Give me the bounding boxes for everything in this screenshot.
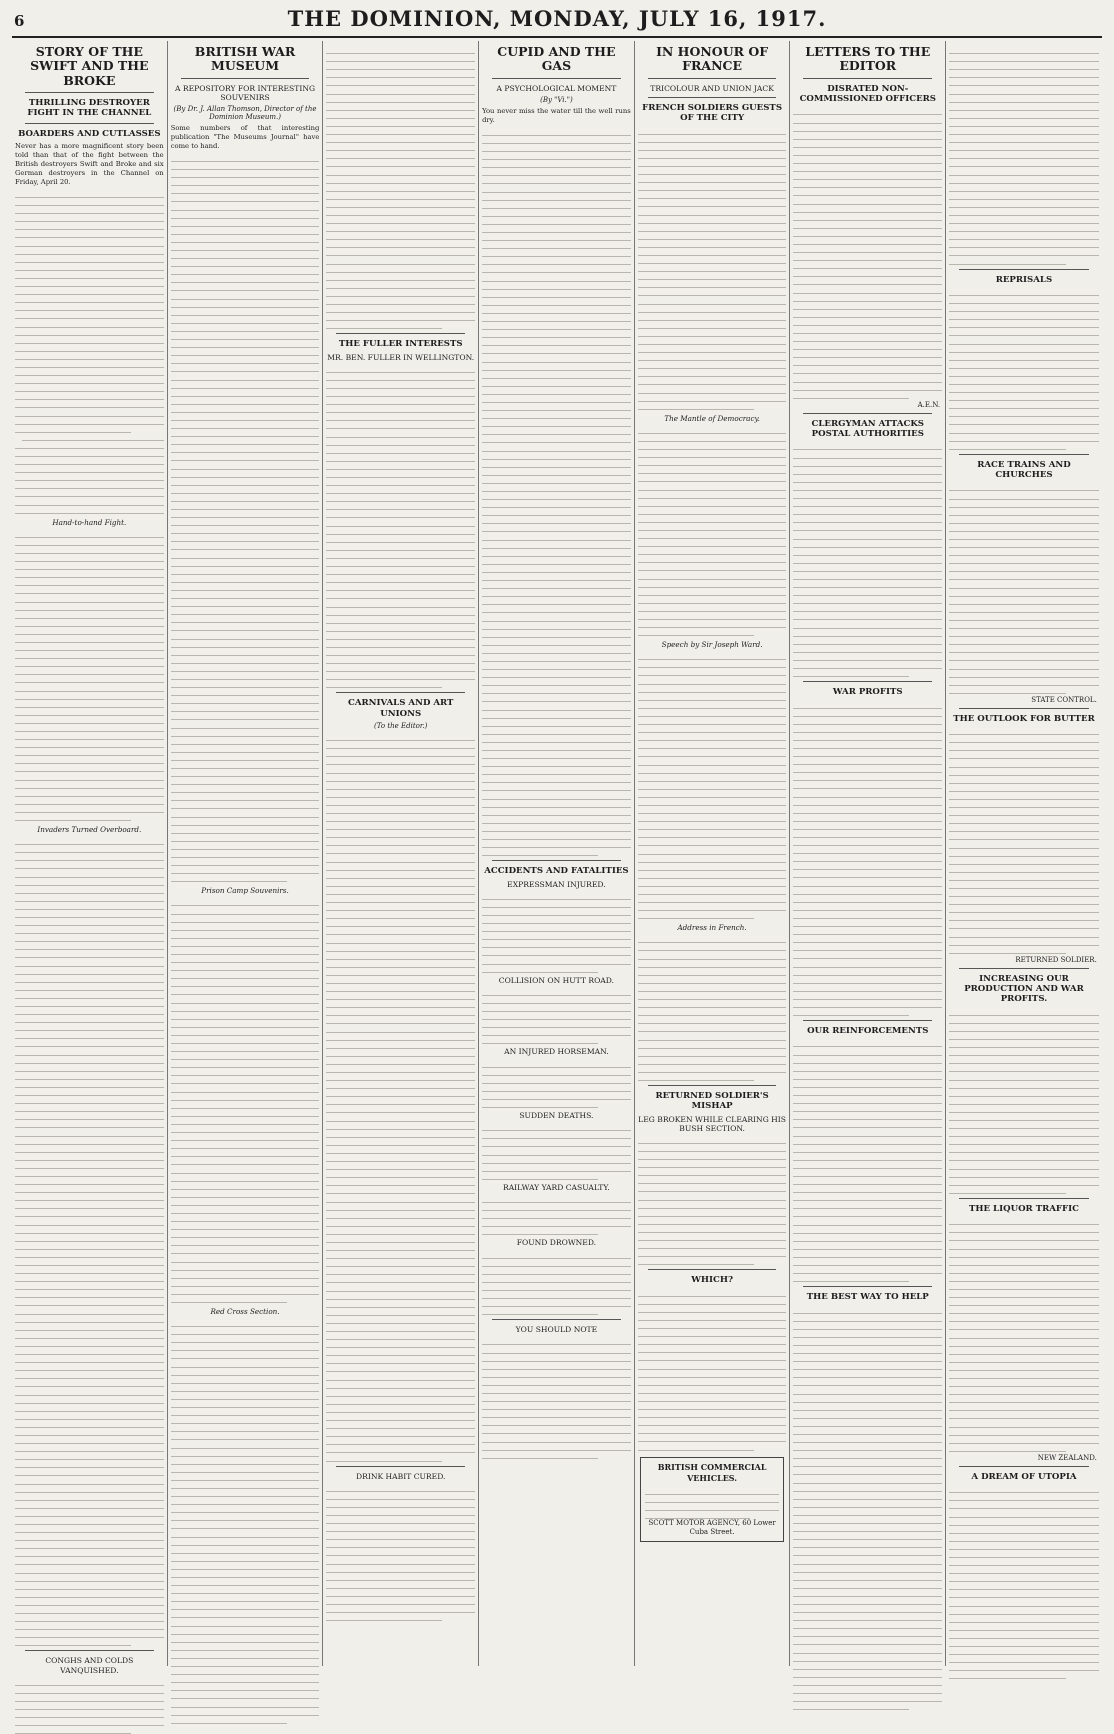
section-heading: A DREAM OF UTOPIA xyxy=(971,1471,1077,1482)
section-heading: Speech by Sir Joseph Ward. xyxy=(661,640,763,650)
letter-text xyxy=(949,1217,1099,1452)
advertisement xyxy=(640,1457,785,1543)
letters-to-editor xyxy=(793,45,942,1710)
headline: CUPID AND THE GAS xyxy=(497,44,616,74)
section-heading: THE OUTLOOK FOR BUTTER xyxy=(953,713,1095,724)
letter-text xyxy=(793,700,942,1016)
section-subheading: FOUND DROWNED. xyxy=(516,1238,597,1248)
article-text xyxy=(482,128,631,856)
letter-text xyxy=(949,727,1099,954)
headline: LETTERS TO THE EDITOR xyxy=(805,44,931,74)
advertisement-heading: DRINK HABIT CURED. xyxy=(356,1471,446,1481)
letter-text xyxy=(793,107,942,398)
deck: TRICOLOUR AND UNION JACK xyxy=(650,83,774,93)
article-text xyxy=(638,652,787,919)
section-heading: Address in French. xyxy=(677,923,747,933)
advertiser-name: SCOTT MOTOR AGENCY, 60 Lower Cuba Street. xyxy=(648,1519,776,1537)
section-heading: Invaders Turned Overboard. xyxy=(37,825,142,835)
section-heading: FRENCH SOLDIERS GUESTS OF THE CITY xyxy=(642,102,783,124)
section-heading: Hand-to-hand Fight. xyxy=(52,517,127,527)
article-lead: You never miss the water till the well runs dry. xyxy=(482,106,631,124)
letter-text xyxy=(793,1306,942,1711)
section-heading: REPRISALS xyxy=(995,274,1053,285)
section-heading: CLERGYMAN ATTACKS POSTAL AUTHORITIES xyxy=(811,418,925,440)
article-text xyxy=(15,530,164,821)
section-heading: The Mantle of Democracy. xyxy=(664,413,760,423)
article-text xyxy=(15,190,164,514)
newspaper-title: THE DOMINION, MONDAY, JULY 16, 1917. xyxy=(287,6,827,31)
advertisement-heading: CONGHS AND COLDS VANQUISHED. xyxy=(45,1656,134,1675)
article-swift-broke xyxy=(15,45,164,1734)
section-subheading: COLLISION ON HUTT ROAD. xyxy=(498,975,615,985)
article-text xyxy=(171,898,320,1303)
letter-text xyxy=(949,1485,1099,1679)
section-heading: Red Cross Section. xyxy=(210,1307,280,1316)
article-text xyxy=(326,365,475,689)
letter-signature: STATE CONTROL. xyxy=(1031,695,1097,704)
article-text xyxy=(15,837,164,1646)
deck: A PSYCHOLOGICAL MOMENT xyxy=(496,83,617,93)
section-heading: RACE TRAINS AND CHURCHES xyxy=(977,459,1071,481)
letter-text xyxy=(793,1039,942,1282)
section-heading: RETURNED SOLDIER'S MISHAP xyxy=(655,1090,769,1112)
page-number: 6 xyxy=(14,12,25,30)
section-heading: THE LIQUOR TRAFFIC xyxy=(968,1203,1079,1214)
section-heading: DISRATED NON-COMMISSIONED OFFICERS xyxy=(799,83,936,105)
column-5 xyxy=(635,41,791,1666)
column-3 xyxy=(323,41,479,1666)
article-lead: Some numbers of that interesting publication "The Museums Journal" have come to hand. xyxy=(170,123,320,150)
letter-signature: A.E.N. xyxy=(917,400,941,409)
article-text xyxy=(171,1319,320,1724)
headline: BRITISH WAR MUSEUM xyxy=(194,44,296,74)
section-subheading: MR. BEN. FULLER IN WELLINGTON. xyxy=(327,352,475,362)
advertisement-heading: BRITISH COMMERCIAL VEHICLES. xyxy=(657,1461,767,1483)
section-subheading: LEG BROKEN WHILE CLEARING HIS BUSH SECTION. xyxy=(638,1114,787,1133)
column-1 xyxy=(12,41,168,1675)
column-6 xyxy=(790,41,946,1666)
advertisement-heading: YOU SHOULD NOTE xyxy=(515,1325,598,1335)
article-text xyxy=(171,154,320,882)
section-subheading: RAILWAY YARD CASUALTY. xyxy=(502,1182,610,1192)
letter-text xyxy=(949,288,1099,450)
article-text xyxy=(326,733,475,1461)
letter-signature: NEW ZEALAND. xyxy=(1037,1453,1097,1462)
article-cupid-gas xyxy=(482,45,631,1459)
headline: IN HONOUR OF FRANCE xyxy=(656,44,769,74)
headline: STORY OF THE SWIFT AND THE BROKE xyxy=(30,44,149,88)
section-heading: ACCIDENTS AND FATALITIES xyxy=(484,866,629,877)
letter-text xyxy=(949,483,1099,693)
section-heading: WHICH? xyxy=(691,1275,733,1286)
byline: (By "Vi.") xyxy=(540,95,573,104)
letter-text xyxy=(949,1008,1099,1194)
deck: A REPOSITORY FOR INTERESTING SOUVENIRS xyxy=(175,83,316,102)
section-heading: WAR PROFITS xyxy=(832,687,903,698)
article-war-museum xyxy=(171,45,320,1724)
article-text xyxy=(638,935,787,1081)
article-text xyxy=(638,126,787,409)
section-subheading: AN INJURED HORSEMAN. xyxy=(504,1047,609,1057)
section-heading: CARNIVALS AND ART UNIONS xyxy=(347,698,454,719)
section-heading: OUR REINFORCEMENTS xyxy=(807,1026,929,1037)
byline: (By Dr. J. Allan Thomson, Director of the Dominion Museum.) xyxy=(173,104,317,121)
article-lead: Never has a more magnificent story been told than that of the fight between the British destroyers Swift and Broke and six German destroyers in the Channel on Friday, April 20. xyxy=(15,142,164,186)
column-7 xyxy=(946,41,1102,1666)
section-subheading: EXPRESSMAN INJURED. xyxy=(507,879,606,889)
section-subheading: (To the Editor.) xyxy=(374,722,428,731)
article-text xyxy=(638,426,787,636)
columns xyxy=(12,41,1102,1675)
column-2 xyxy=(168,41,324,1666)
column-4 xyxy=(479,41,635,1666)
section-subheading: SUDDEN DEATHS. xyxy=(519,1111,594,1121)
letter-text xyxy=(793,442,942,677)
section-heading: THE FULLER INTERESTS xyxy=(338,339,463,350)
deck: THRILLING DESTROYER FIGHT IN THE CHANNEL xyxy=(27,98,152,119)
letter-text xyxy=(949,46,1099,265)
section-heading: Prison Camp Souvenirs. xyxy=(201,886,289,896)
article-text xyxy=(326,46,475,329)
section-heading: INCREASING OUR PRODUCTION AND WAR PROFITS. xyxy=(964,973,1084,1005)
letter-signature: RETURNED SOLDIER. xyxy=(1015,955,1097,964)
masthead xyxy=(12,6,1102,38)
subhead: BOARDERS AND CUTLASSES xyxy=(18,128,161,139)
article-honour-france xyxy=(638,45,787,1542)
section-heading: THE BEST WAY TO HELP xyxy=(806,1292,929,1303)
